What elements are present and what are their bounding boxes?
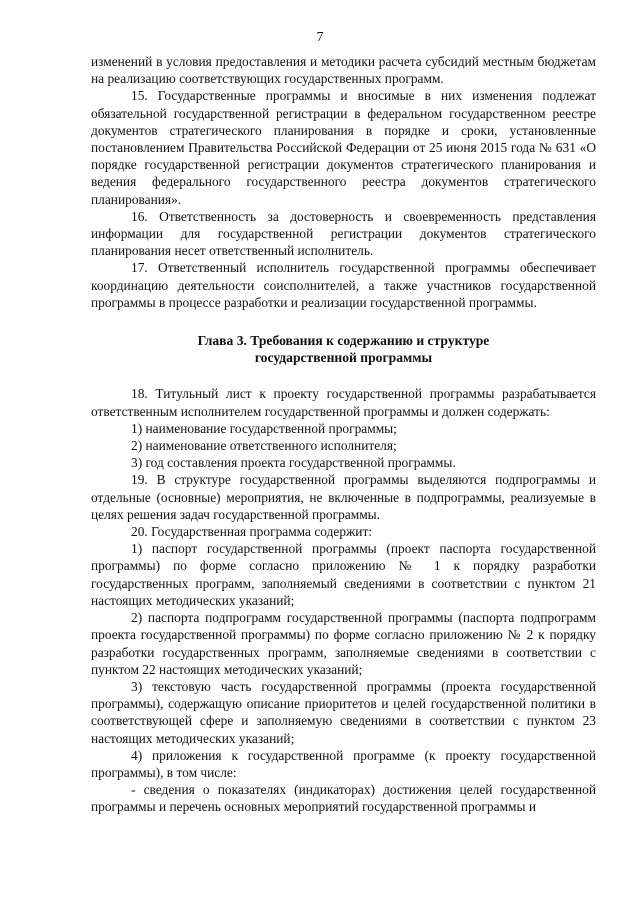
list-item-subprogram-passports: 2) паспорта подпрограмм государственной программы (паспорта подпрограмм проекта государственной программы) по форме согласно приложению № 2 к порядку разработки государственных программ, заполняемые сведениями в соответствии с пунктом 22 настоящих методических указаний; (91, 610, 596, 677)
list-item-passport: 1) паспорт государственной программы (проект паспорта государственной программы) по форме согласно приложению № 1 к порядку разработки государственных программ, заполняемый сведениями в соответствии с пунктом 21 настоящих методических указаний; (91, 541, 596, 608)
list-item-title-name: 1) наименование государственной программы; (131, 420, 397, 436)
paragraph-item-17: 17. Ответственный исполнитель государственной программы обеспечивает координацию деятельности соисполнителей, а также участников государственной программы в процессе разработки и реализации государственной программы. (91, 260, 596, 310)
paragraph-item-18: 18. Титульный лист к проекту государственной программы разрабатывается ответственным исполнителем государственной программы и должен содержать: (91, 386, 596, 419)
chapter-heading-line-1: Глава 3. Требования к содержанию и структуре (197, 333, 490, 349)
paragraph-item-15: 15. Государственные программы и вносимые в них изменения подлежат обязательной государственной регистрации в федеральном государственном реестре документов стратегического планирования в порядке и сроки, установленные постановлением Правительства Российской Федерации от 25 июня 2015 года № 631 «О порядке государственной регистрации документов стратегического планирования и ведения федерального государственного реестра документов стратегического планирования». (91, 88, 596, 207)
list-item-title-year: 3) год составления проекта государственной программы. (131, 455, 456, 471)
paragraph-continuation: изменений в условия предоставления и методики расчета субсидий местным бюджетам на реализацию соответствующих государственных программ. (91, 54, 596, 87)
list-item-appendices: 4) приложения к государственной программе (к проекту государственной программы), в том числе: (91, 747, 596, 780)
paragraph-item-20: 20. Государственная программа содержит: (131, 524, 373, 540)
chapter-heading-line-2: государственной программы (254, 350, 433, 366)
list-item-title-executor: 2) наименование ответственного исполнителя; (131, 438, 397, 454)
paragraph-item-16: 16. Ответственность за достоверность и своевременность представления информации для государственной регистрации документов стратегического планирования несет ответственный исполнитель. (91, 208, 596, 259)
page-number: 7 (316, 30, 324, 45)
list-item-text-part: 3) текстовую часть государственной программы (проекта государственной программы), содержащую описание приоритетов и целей государственной политики в соответствующей сфере и заполняемую сведениями в соответствии с пунктом 23 настоящих методических указаний; (91, 678, 596, 746)
document-body (91, 53, 596, 816)
list-item-indicators: - сведения о показателях (индикаторах) достижения целей государственной программы и перечень основных мероприятий государственной программы и (91, 782, 596, 815)
chapter-heading (91, 332, 596, 366)
paragraph-item-19: 19. В структуре государственной программы выделяются подпрограммы и отдельные (основные) мероприятия, не включенные в подпрограммы, реализуемые в целях решения задач государственной программы. (91, 472, 596, 522)
